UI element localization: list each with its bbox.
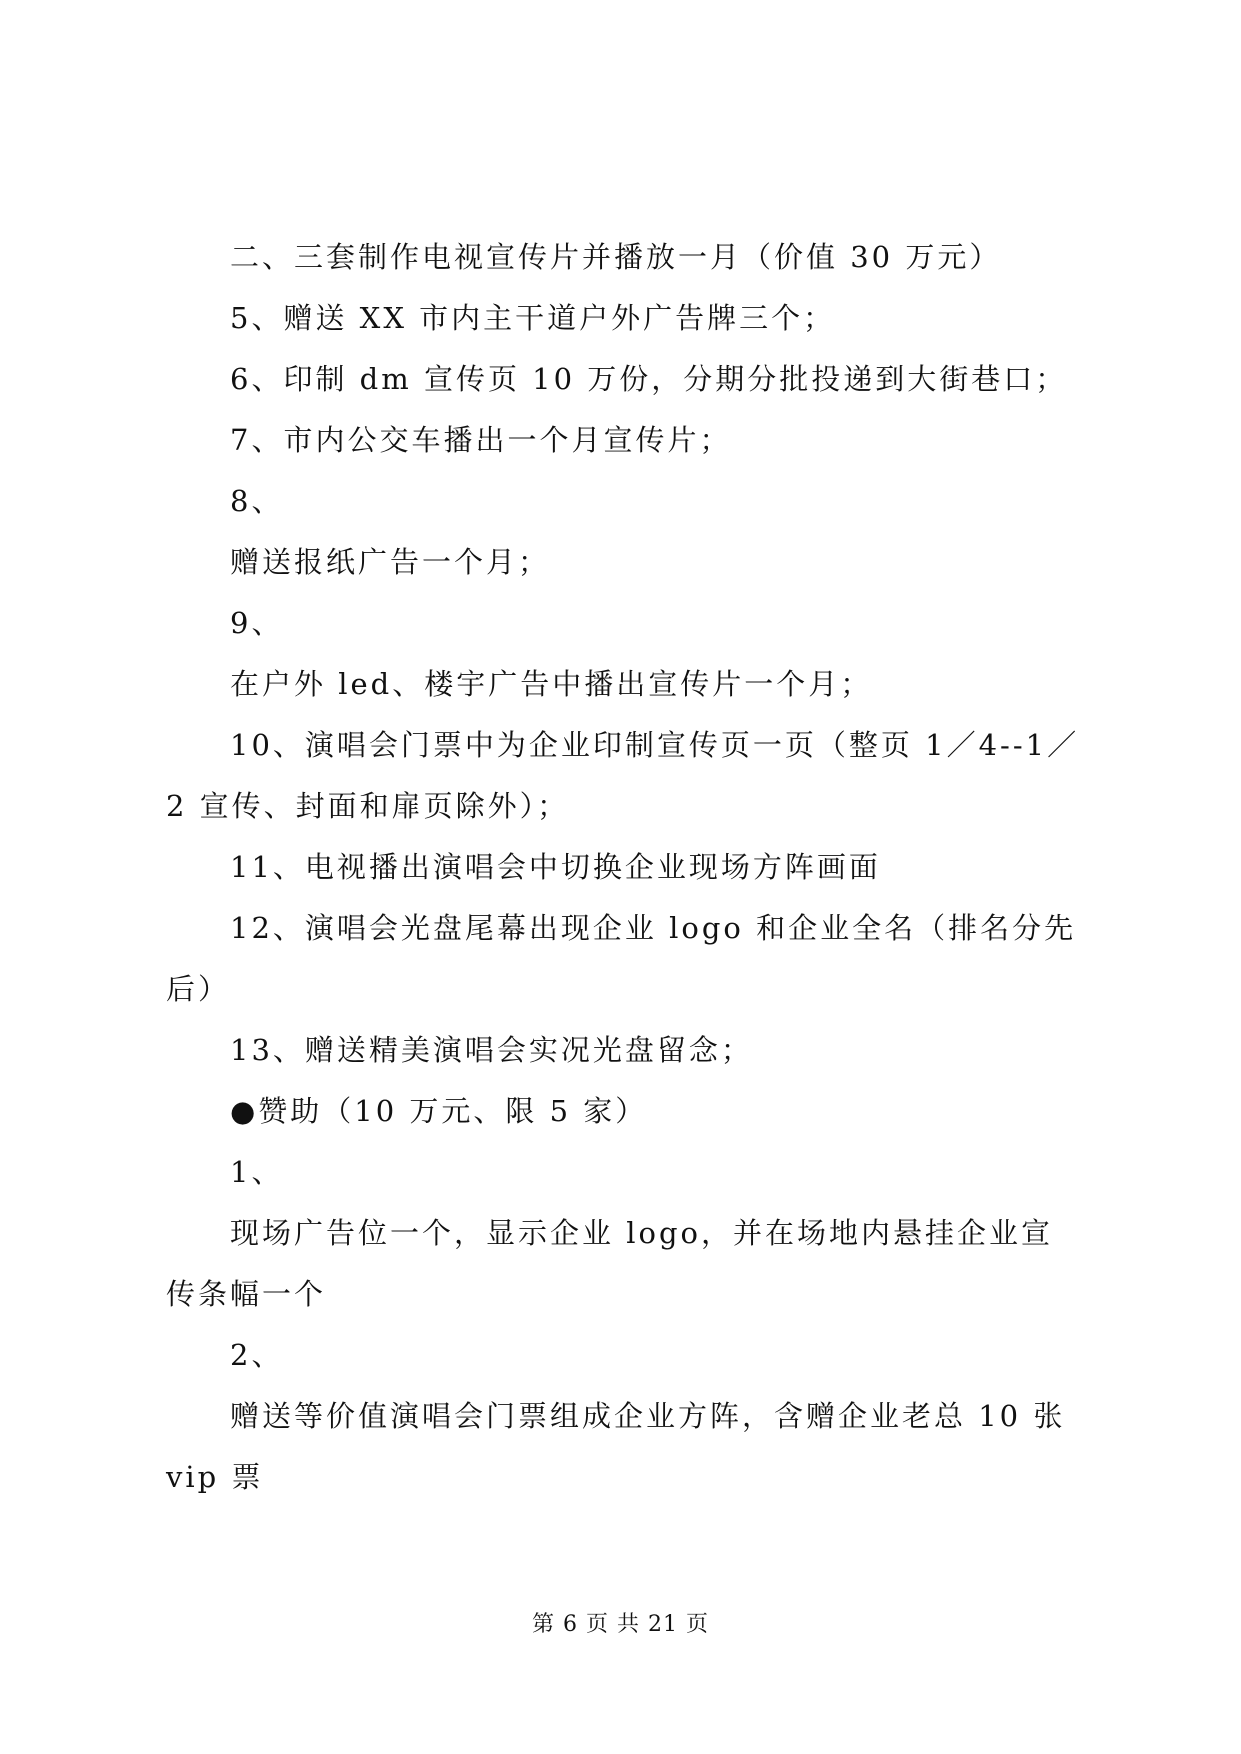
text-line: 二、三套制作电视宣传片并播放一月（价值 30 万元） — [230, 240, 1002, 274]
text-line: 现场广告位一个，显示企业 logo，并在场地内悬挂企业宣 — [230, 1216, 1053, 1250]
text-line: 后） — [166, 972, 231, 1006]
text-line: 11、电视播出演唱会中切换企业现场方阵画面 — [230, 850, 881, 884]
text-line: 10、演唱会门票中为企业印制宣传页一页（整页 1／4--1／ — [230, 728, 1080, 762]
text-line: 赠送报纸广告一个月； — [230, 545, 551, 579]
text-line: 7、市内公交车播出一个月宣传片； — [230, 423, 732, 457]
text-line: 6、印制 dm 宣传页 10 万份，分期分批投递到大街巷口； — [230, 362, 1068, 396]
text-line: 5、赠送 XX 市内主干道户外广告牌三个； — [230, 301, 836, 335]
text-line: 传条幅一个 — [166, 1277, 327, 1311]
text-line: 2 宣传、封面和扉页除外）； — [166, 789, 570, 823]
text-line: 2、 — [230, 1338, 284, 1372]
text-line: 13、赠送精美演唱会实况光盘留念； — [230, 1033, 753, 1067]
text-line: 8、 — [230, 484, 284, 518]
text-line: vip 票 — [166, 1460, 264, 1494]
page-number-footer: 第 6 页 共 21 页 — [532, 1612, 709, 1637]
text-line: 12、演唱会光盘尾幕出现企业 logo 和企业全名（排名分先 — [230, 911, 1077, 945]
text-line: 在户外 led、楼宇广告中播出宣传片一个月； — [230, 667, 873, 701]
text-line: 赠送等价值演唱会门票组成企业方阵，含赠企业老总 10 张 — [230, 1399, 1066, 1433]
text-line: 9、 — [230, 606, 284, 640]
text-line: 1、 — [230, 1155, 284, 1189]
text-line: ●赞助（10 万元、限 5 家） — [230, 1094, 648, 1128]
